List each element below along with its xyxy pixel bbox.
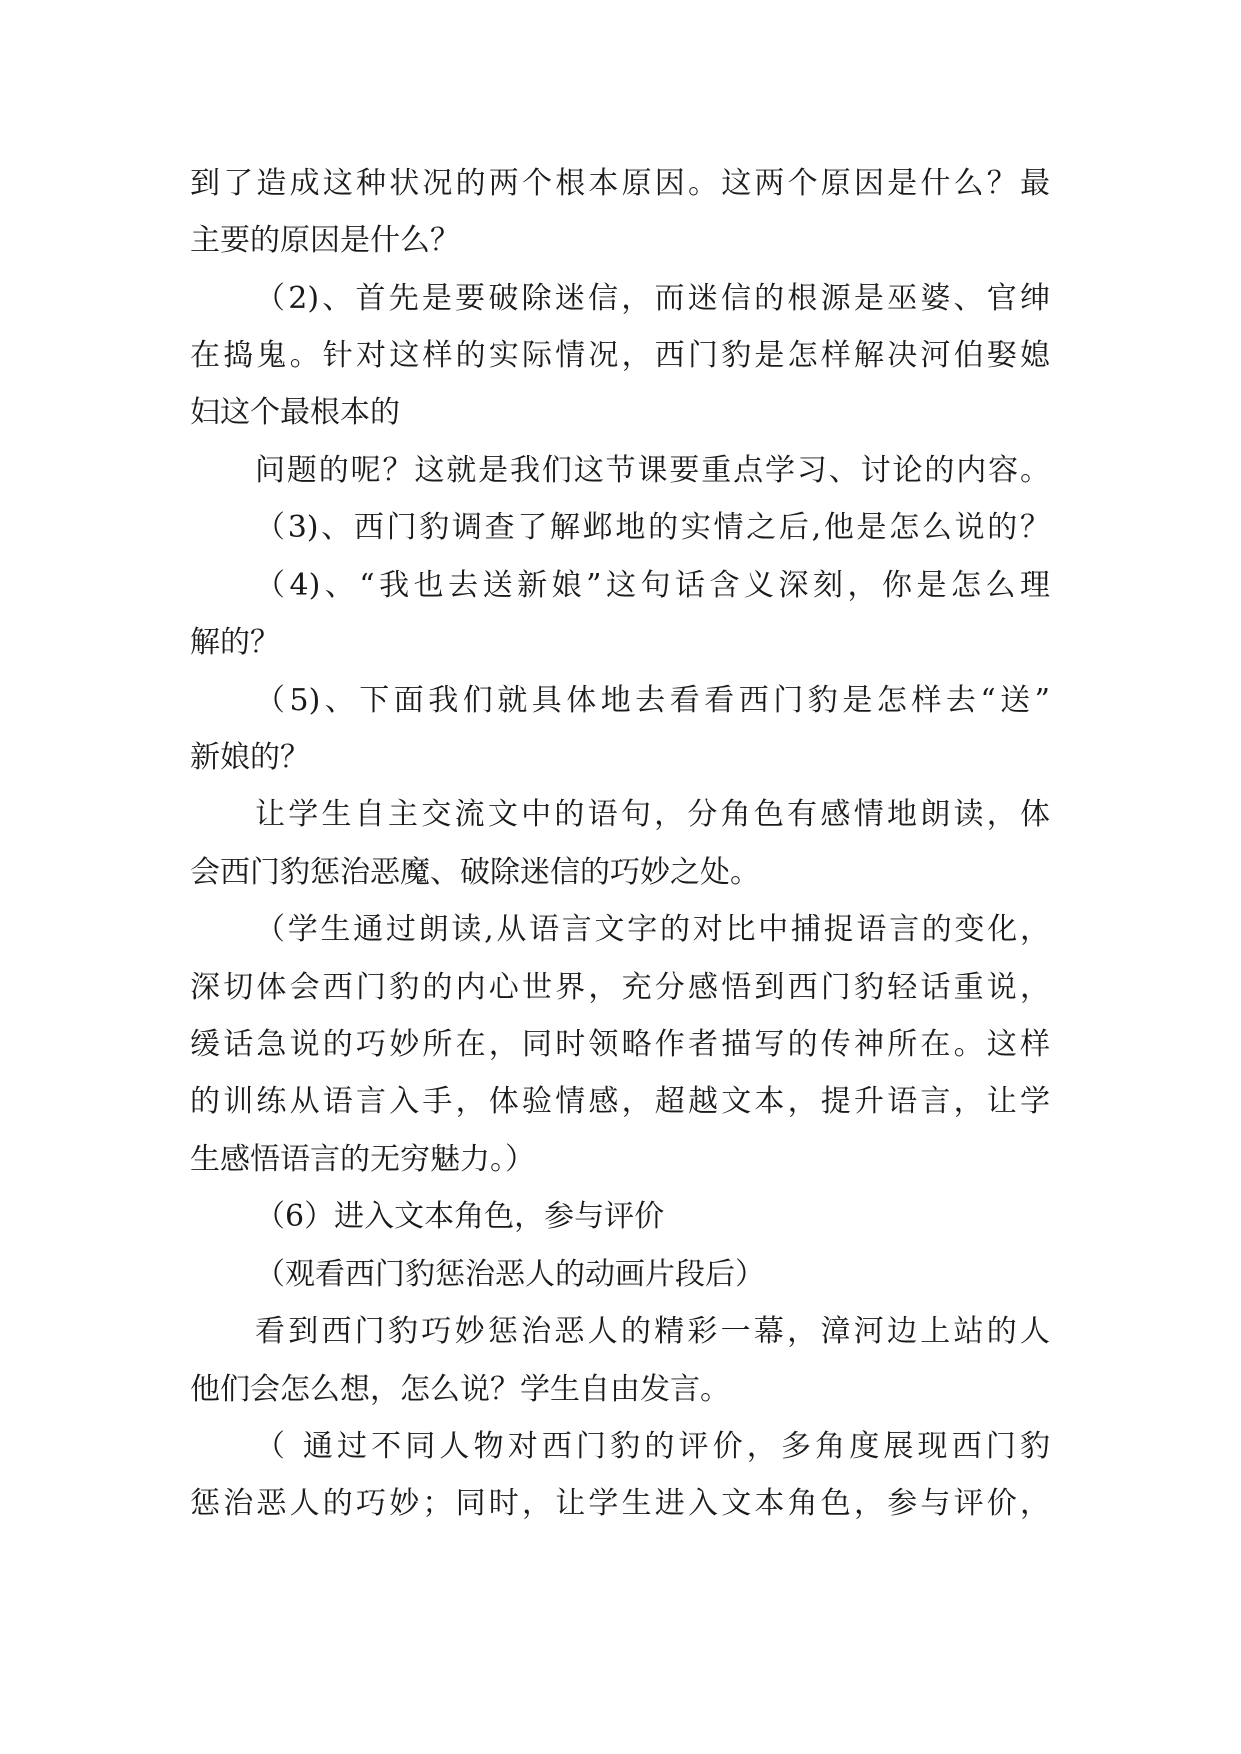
text-line-7: （3)、西门豹调查了解邺地的实情之后,他是怎么说的？ bbox=[255, 510, 1050, 545]
text-line-21: 看到西门豹巧妙惩治恶人的精彩一幕，漳河边上站的人 bbox=[255, 1314, 1050, 1349]
text-line-12: 让学生自主交流文中的语句，分角色有感情地朗读，体 bbox=[255, 797, 1050, 832]
text-line-11: 新娘的？ bbox=[190, 740, 310, 775]
text-line-17: 的训练从语言入手，体验情感，超越文本，提升语言，让学 bbox=[190, 1084, 1050, 1119]
text-line-5: 妇这个最根本的 bbox=[190, 395, 400, 430]
text-line-1: 到了造成这种状况的两个根本原因。这两个原因是什么？最 bbox=[190, 166, 1050, 201]
text-line-19: （6）进入文本角色，参与评价 bbox=[255, 1199, 665, 1234]
text-line-3: （2)、首先是要破除迷信，而迷信的根源是巫婆、官绅 bbox=[255, 281, 1050, 316]
text-line-14: （学生通过朗读,从语言文字的对比中捕捉语言的变化， bbox=[255, 912, 1050, 947]
text-line-18: 生感悟语言的无穷魅力。） bbox=[190, 1142, 535, 1177]
text-line-22: 他们会怎么想，怎么说？学生自由发言。 bbox=[190, 1372, 730, 1407]
text-line-13: 会西门豹惩治恶魔、破除迷信的巧妙之处。 bbox=[190, 855, 760, 890]
text-line-8: （4)、“我也去送新娘”这句话含义深刻，你是怎么理 bbox=[255, 568, 1050, 603]
text-line-10: （5)、下面我们就具体地去看看西门豹是怎样去“送” bbox=[255, 683, 1050, 718]
text-line-15: 深切体会西门豹的内心世界，充分感悟到西门豹轻话重说， bbox=[190, 970, 1050, 1005]
text-line-6: 问题的呢？这就是我们这节课要重点学习、讨论的内容。 bbox=[255, 453, 1050, 488]
text-line-24: 惩治恶人的巧妙；同时，让学生进入文本角色，参与评价， bbox=[190, 1486, 1050, 1521]
text-line-20: （观看西门豹惩治恶人的动画片段后） bbox=[255, 1257, 765, 1292]
text-line-2: 主要的原因是什么？ bbox=[190, 223, 460, 258]
text-line-4: 在捣鬼。针对这样的实际情况，西门豹是怎样解决河伯娶媳 bbox=[190, 338, 1050, 373]
text-line-16: 缓话急说的巧妙所在，同时领略作者描写的传神所在。这样 bbox=[190, 1027, 1050, 1062]
text-line-23: （ 通过不同人物对西门豹的评价，多角度展现西门豹 bbox=[255, 1429, 1050, 1464]
text-line-9: 解的？ bbox=[190, 625, 280, 660]
